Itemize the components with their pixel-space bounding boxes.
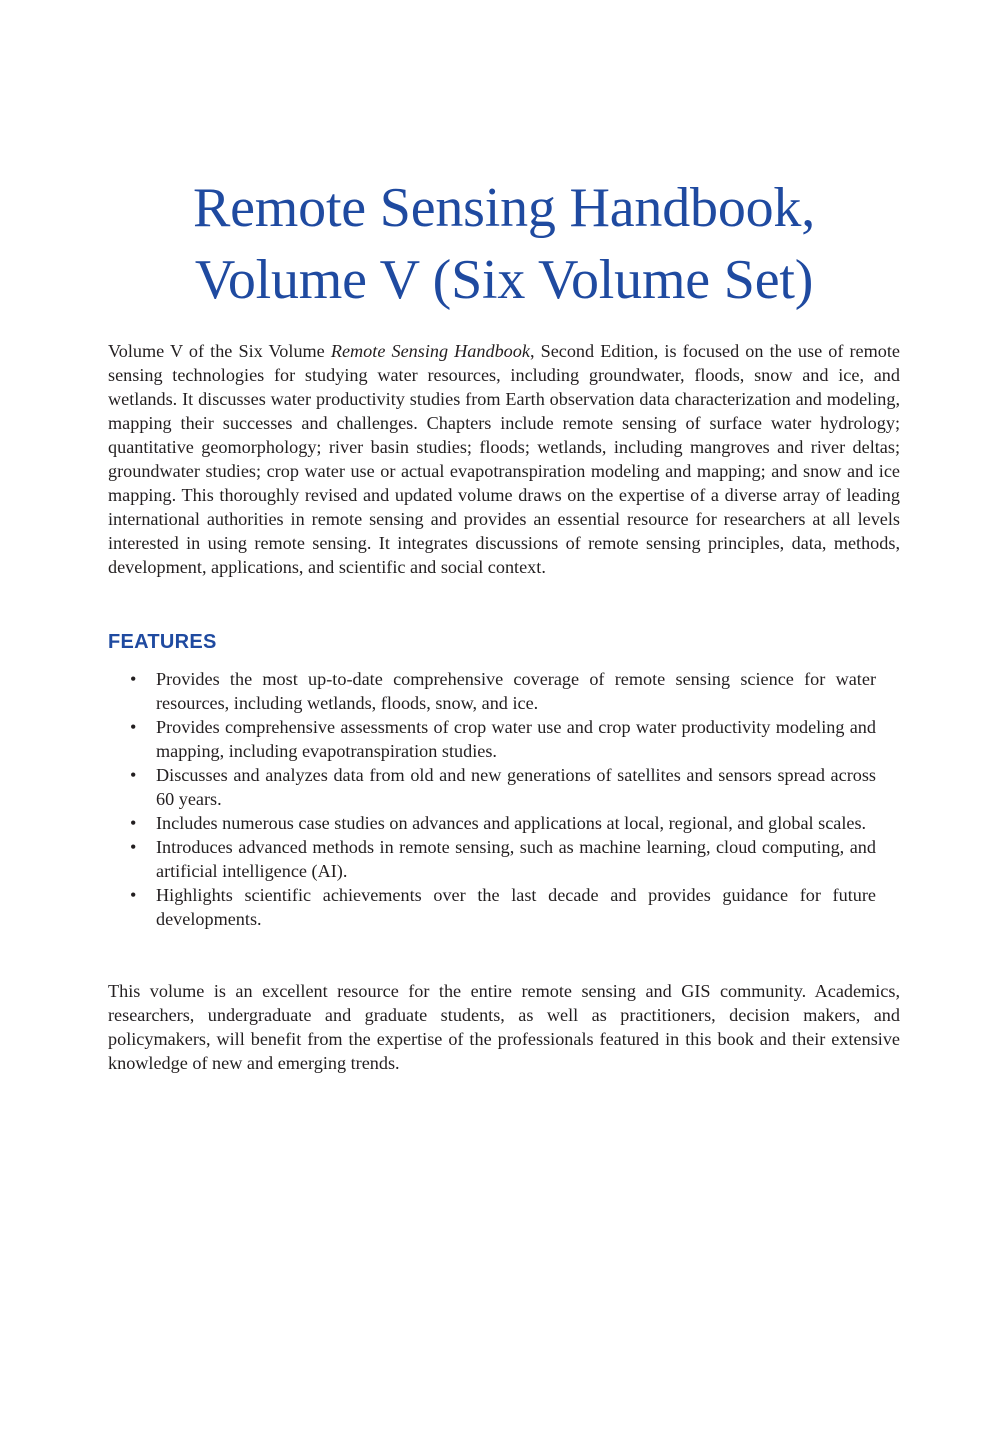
intro-text-start: Volume V of the Six Volume [108, 341, 331, 361]
feature-item [108, 667, 876, 715]
bullet-icon: • [130, 765, 137, 785]
book-title-italic: Remote Sensing Handbook [330, 341, 530, 361]
feature-item-text: Provides the most up-to-date comprehensive coverage of remote sensing science for water resources, including wetlands, floods, snow, and ice. [156, 669, 876, 713]
features-heading: FEATURES [108, 631, 217, 653]
title-line-1: Remote Sensing Handbook, [192, 177, 816, 239]
feature-item-text: Introduces advanced methods in remote sensing, such as machine learning, cloud computing, and artificial intelligence (AI). [156, 837, 876, 881]
feature-item [108, 883, 876, 931]
feature-item-text: Highlights scientific achievements over the last decade and provides guidance for future developments. [156, 885, 876, 929]
bullet-icon: • [130, 837, 137, 857]
feature-item-text: Provides comprehensive assessments of crop water use and crop water productivity modeling and mapping, including evapotranspiration studies. [156, 717, 876, 761]
intro-paragraph [108, 339, 900, 579]
intro-text-rest: , Second Edition, is focused on the use of remote sensing technologies for studying water resources, including groundwater, floods, snow and ice, and wetlands. It discusses water productivity studies from Earth observation data characterization and modeling, mapping their successes and challenges. Chapters include remote sensing of surface water hydrology; quantitative geomorphology; river basin studies; floods; wetlands, including mangroves and river deltas; groundwater studies; crop water use or actual evapotranspiration modeling and mapping; and snow and ice mapping. This thoroughly revised and updated volume draws on the expertise of a diverse array of leading international authorities in remote sensing and provides an essential resource for researchers at all levels interested in using remote sensing. It integrates discussions of remote sensing principles, data, methods, development, applications, and scientific and social context. [108, 341, 900, 577]
bullet-icon: • [130, 885, 137, 905]
feature-item-text: Includes numerous case studies on advances and applications at local, regional, and global scales. [156, 813, 867, 833]
bullet-icon: • [130, 669, 137, 689]
bullet-icon: • [130, 717, 137, 737]
title-line-2: Volume V (Six Volume Set) [194, 249, 814, 311]
feature-item [108, 763, 876, 811]
feature-item [108, 811, 876, 835]
feature-item-text: Discusses and analyzes data from old and new generations of satellites and sensors spread across 60 years. [156, 765, 876, 809]
feature-item [108, 835, 876, 883]
features-list [108, 667, 876, 931]
feature-item [108, 715, 876, 763]
bullet-icon: • [130, 813, 137, 833]
closing-paragraph: This volume is an excellent resource for the entire remote sensing and GIS community. Academics, researchers, undergraduate and graduate students, as well as practitioners, decision makers, and policymakers, will benefit from the expertise of the professionals featured in this book and their extensive knowledge of new and emerging trends. [108, 981, 900, 1073]
page-title [108, 172, 900, 316]
